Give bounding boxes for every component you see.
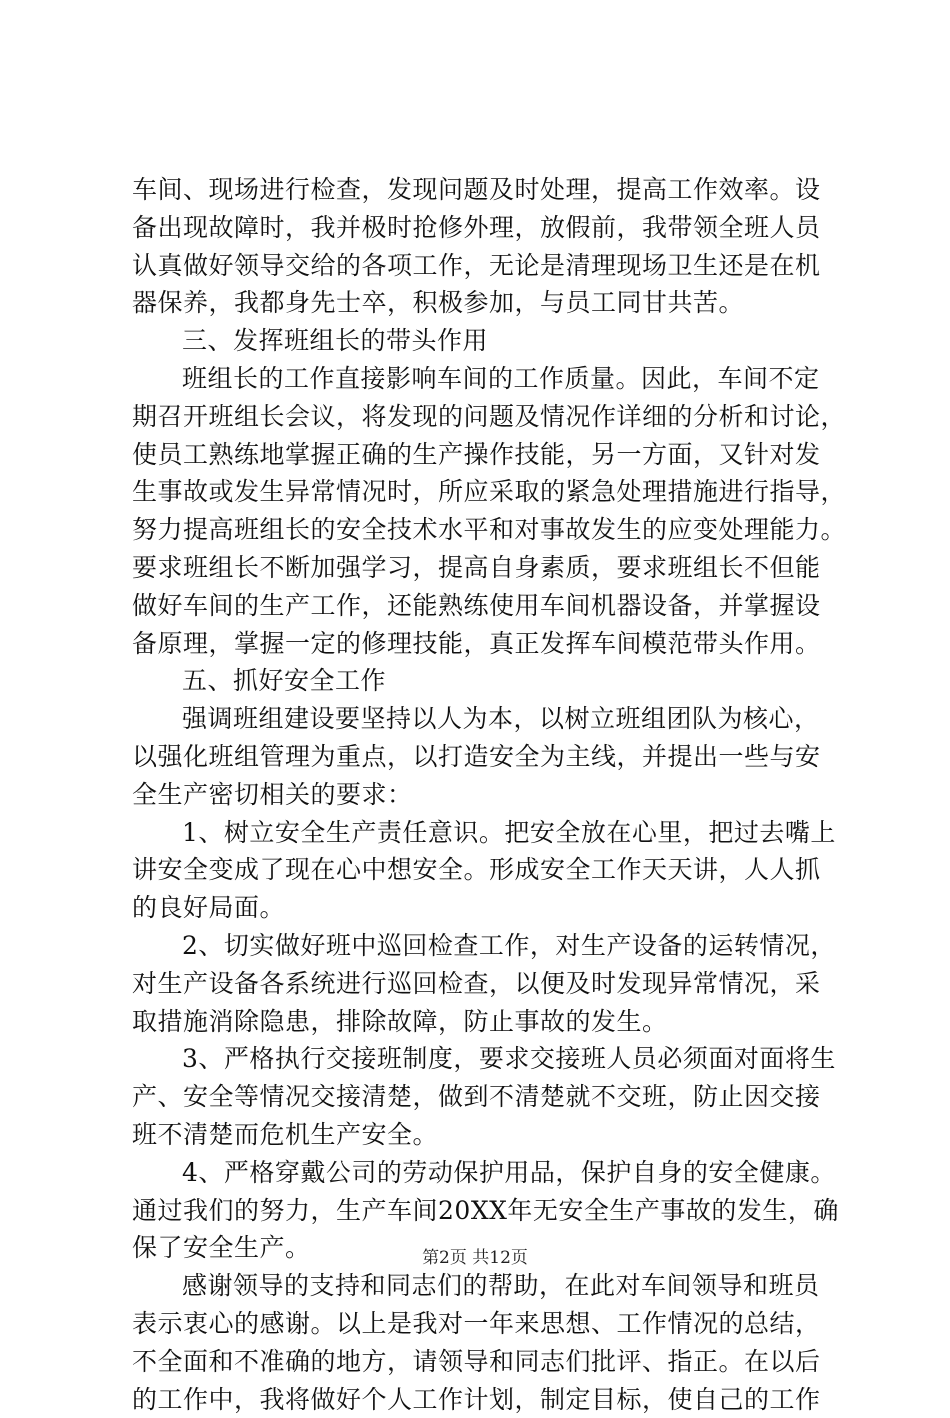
text-line: 保了安全生产。 [132, 1229, 832, 1267]
text-line: 产、安全等情况交接清楚，做到不清楚就不交班，防止因交接 [132, 1078, 832, 1116]
text-line: 的工作中，我将做好个人工作计划，制定目标，使自己的工作 [132, 1381, 832, 1418]
text-line: 使员工熟练地掌握正确的生产操作技能，另一方面，又针对发 [132, 436, 832, 474]
text-line: 认真做好领导交给的各项工作，无论是清理现场卫生还是在机 [132, 247, 832, 285]
text-line: 车间、现场进行检查，发现问题及时处理，提高工作效率。设 [132, 171, 832, 209]
text-line: 对生产设备各系统进行巡回检查，以便及时发现异常情况，采 [132, 965, 832, 1003]
text-line: 1、树立安全生产责任意识。把安全放在心里，把过去嘴上 [132, 814, 832, 852]
text-line: 的良好局面。 [132, 889, 832, 927]
text-line: 备出现故障时，我并极时抢修外理，放假前，我带领全班人员 [132, 209, 832, 247]
text-line: 不全面和不准确的地方，请领导和同志们批评、指正。在以后 [132, 1343, 832, 1381]
text-line: 以强化班组管理为重点，以打造安全为主线，并提出一些与安 [132, 738, 832, 776]
text-line: 讲安全变成了现在心中想安全。形成安全工作天天讲，人人抓 [132, 851, 832, 889]
text-line: 班组长的工作直接影响车间的工作质量。因此，车间不定 [132, 360, 832, 398]
text-line: 努力提高班组长的安全技术水平和对事故发生的应变处理能力。 [132, 511, 832, 549]
text-line: 要求班组长不断加强学习，提高自身素质，要求班组长不但能 [132, 549, 832, 587]
page-number-footer: 第2页 共12页 [0, 1243, 950, 1268]
text-line: 备原理，掌握一定的修理技能，真正发挥车间模范带头作用。 [132, 625, 832, 663]
text-line: 取措施消除隐患，排除故障，防止事故的发生。 [132, 1003, 832, 1041]
text-line: 做好车间的生产工作，还能熟练使用车间机器设备，并掌握设 [132, 587, 832, 625]
text-line: 通过我们的努力，生产车间20XX年无安全生产事故的发生，确 [132, 1192, 832, 1230]
text-line: 全生产密切相关的要求： [132, 776, 832, 814]
text-line: 生事故或发生异常情况时，所应采取的紧急处理措施进行指导， [132, 473, 832, 511]
text-line: 五、抓好安全工作 [132, 662, 832, 700]
text-line: 期召开班组长会议，将发现的问题及情况作详细的分析和讨论， [132, 398, 832, 436]
text-line: 强调班组建设要坚持以人为本，以树立班组团队为核心， [132, 700, 832, 738]
text-line: 感谢领导的支持和同志们的帮助，在此对车间领导和班员 [132, 1267, 832, 1305]
text-line: 三、发挥班组长的带头作用 [132, 322, 832, 360]
document-body [132, 171, 832, 1418]
text-line: 4、严格穿戴公司的劳动保护用品，保护自身的安全健康。 [132, 1154, 832, 1192]
text-line: 班不清楚而危机生产安全。 [132, 1116, 832, 1154]
text-line: 3、严格执行交接班制度，要求交接班人员必须面对面将生 [132, 1040, 832, 1078]
text-line: 2、切实做好班中巡回检查工作，对生产设备的运转情况， [132, 927, 832, 965]
text-line: 表示衷心的感谢。以上是我对一年来思想、工作情况的总结， [132, 1305, 832, 1343]
text-line: 器保养，我都身先士卒，积极参加，与员工同甘共苦。 [132, 284, 832, 322]
